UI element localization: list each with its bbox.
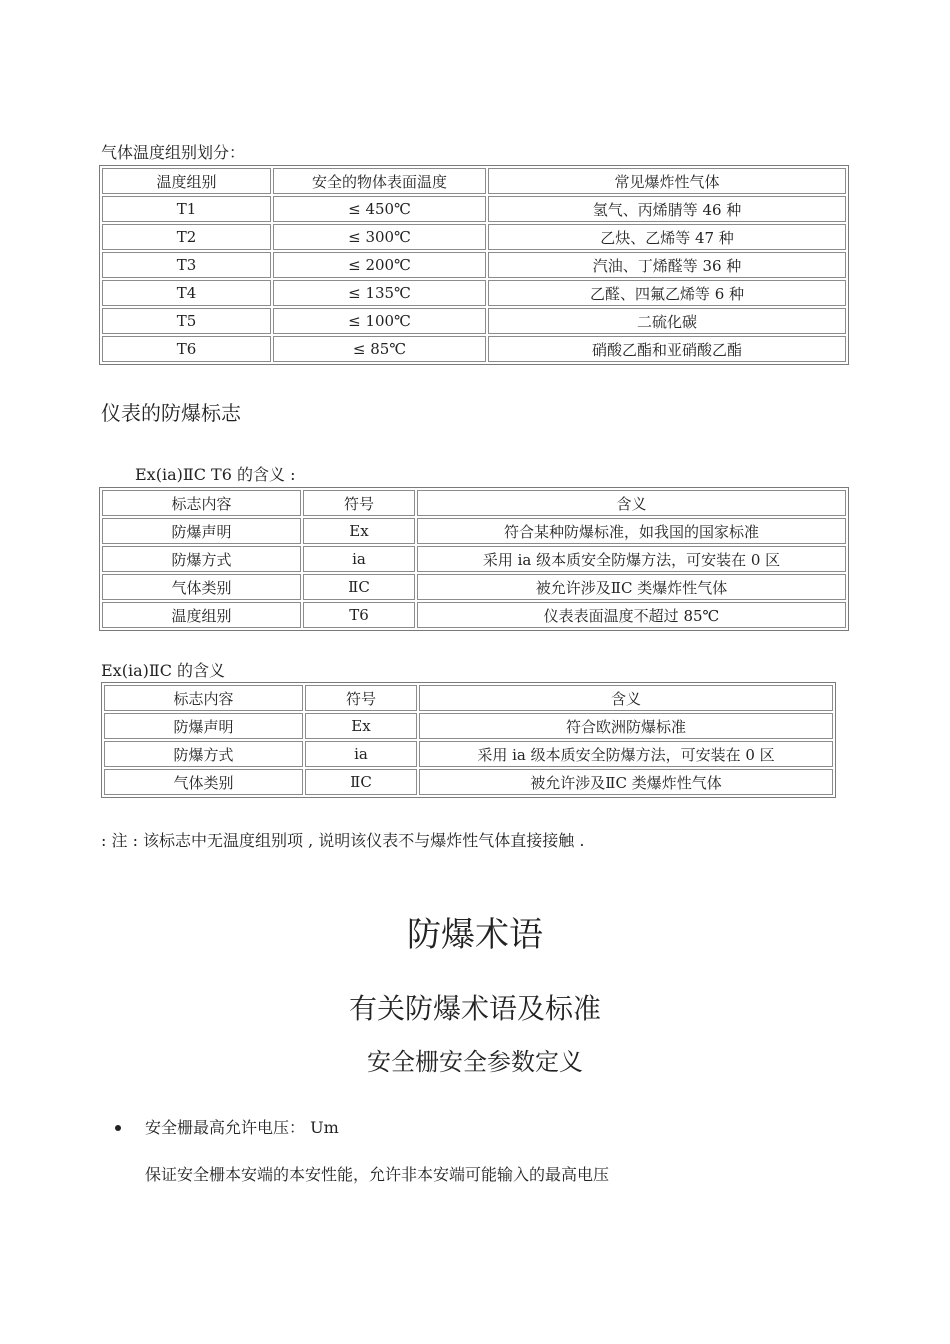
cell: ⅡC — [305, 769, 417, 795]
cell: 乙醛、四氟乙烯等 6 种 — [488, 280, 846, 306]
cell: Ex — [303, 518, 415, 544]
table-row — [102, 546, 846, 572]
table-row — [102, 252, 846, 278]
temp-group-label: 气体温度组别划分： — [101, 143, 246, 162]
table-row — [102, 336, 846, 362]
mark2-label: Ex(ia)ⅡC 的含义 — [101, 661, 226, 680]
bullet-description: 保证安全栅本安端的本安性能，允许非本安端可能输入的最高电压 — [145, 1165, 610, 1184]
cell: 二硫化碳 — [488, 308, 846, 334]
table-row — [102, 196, 846, 222]
note-text: : 注 : 该标志中无温度组别项 , 说明该仪表不与爆炸性气体直接接触 . — [101, 831, 585, 850]
header-cell: 含义 — [419, 685, 833, 711]
cell: ≤ 135℃ — [273, 280, 486, 306]
cell: 采用 ia 级本质安全防爆方法，可安装在 0 区 — [417, 546, 846, 572]
table-row — [102, 602, 846, 628]
cell: 气体类别 — [104, 769, 303, 795]
cell: 气体类别 — [102, 574, 301, 600]
cell: ≤ 300℃ — [273, 224, 486, 250]
table-row — [102, 280, 846, 306]
bullet-label: 安全栅最高允许电压： Um — [145, 1118, 339, 1137]
table-row — [102, 574, 846, 600]
cell: ≤ 85℃ — [273, 336, 486, 362]
table-row — [104, 769, 833, 795]
table-header-row — [102, 168, 846, 194]
section-heading: 仪表的防爆标志 — [101, 401, 241, 425]
header-cell: 标志内容 — [104, 685, 303, 711]
header-cell: 符号 — [305, 685, 417, 711]
cell: ia — [305, 741, 417, 767]
cell: ia — [303, 546, 415, 572]
table-header-row — [104, 685, 833, 711]
cell: T6 — [102, 336, 271, 362]
mark2-table — [101, 682, 836, 798]
header-cell: 标志内容 — [102, 490, 301, 516]
table-row — [102, 308, 846, 334]
cell: 硝酸乙酯和亚硝酸乙酯 — [488, 336, 846, 362]
cell: 温度组别 — [102, 602, 301, 628]
cell: 乙炔、乙烯等 47 种 — [488, 224, 846, 250]
subtitle: 有关防爆术语及标准 — [348, 992, 601, 1025]
cell: 防爆方式 — [104, 741, 303, 767]
cell: T2 — [102, 224, 271, 250]
page-title: 防爆术语 — [407, 915, 543, 955]
cell: 仪表表面温度不超过 85℃ — [417, 602, 846, 628]
cell: 符合某种防爆标准，如我国的国家标准 — [417, 518, 846, 544]
cell: 被允许涉及ⅡC 类爆炸性气体 — [419, 769, 833, 795]
table-row — [104, 741, 833, 767]
cell: T3 — [102, 252, 271, 278]
cell: 汽油、丁烯醛等 36 种 — [488, 252, 846, 278]
cell: T4 — [102, 280, 271, 306]
table-row — [102, 518, 846, 544]
cell: T5 — [102, 308, 271, 334]
table-row — [104, 713, 833, 739]
temp-group-table — [99, 165, 849, 365]
cell: Ex — [305, 713, 417, 739]
table-row — [102, 224, 846, 250]
cell: ≤ 450℃ — [273, 196, 486, 222]
cell: ⅡC — [303, 574, 415, 600]
sub-subtitle: 安全栅安全参数定义 — [367, 1048, 583, 1076]
cell: 防爆声明 — [104, 713, 303, 739]
cell: 被允许涉及ⅡC 类爆炸性气体 — [417, 574, 846, 600]
cell: ≤ 200℃ — [273, 252, 486, 278]
cell: T1 — [102, 196, 271, 222]
mark1-table — [99, 487, 849, 631]
header-cell: 常见爆炸性气体 — [488, 168, 846, 194]
cell: ≤ 100℃ — [273, 308, 486, 334]
cell: T6 — [303, 602, 415, 628]
table-header-row — [102, 490, 846, 516]
cell: 氢气、丙烯腈等 46 种 — [488, 196, 846, 222]
cell: 防爆声明 — [102, 518, 301, 544]
cell: 符合欧洲防爆标准 — [419, 713, 833, 739]
header-cell: 安全的物体表面温度 — [273, 168, 486, 194]
cell: 采用 ia 级本质安全防爆方法，可安装在 0 区 — [419, 741, 833, 767]
header-cell: 符号 — [303, 490, 415, 516]
mark1-label: Ex(ia)ⅡC T6 的含义 : — [135, 465, 296, 484]
cell: 防爆方式 — [102, 546, 301, 572]
bullet-icon — [115, 1125, 121, 1131]
header-cell: 含义 — [417, 490, 846, 516]
header-cell: 温度组别 — [102, 168, 271, 194]
